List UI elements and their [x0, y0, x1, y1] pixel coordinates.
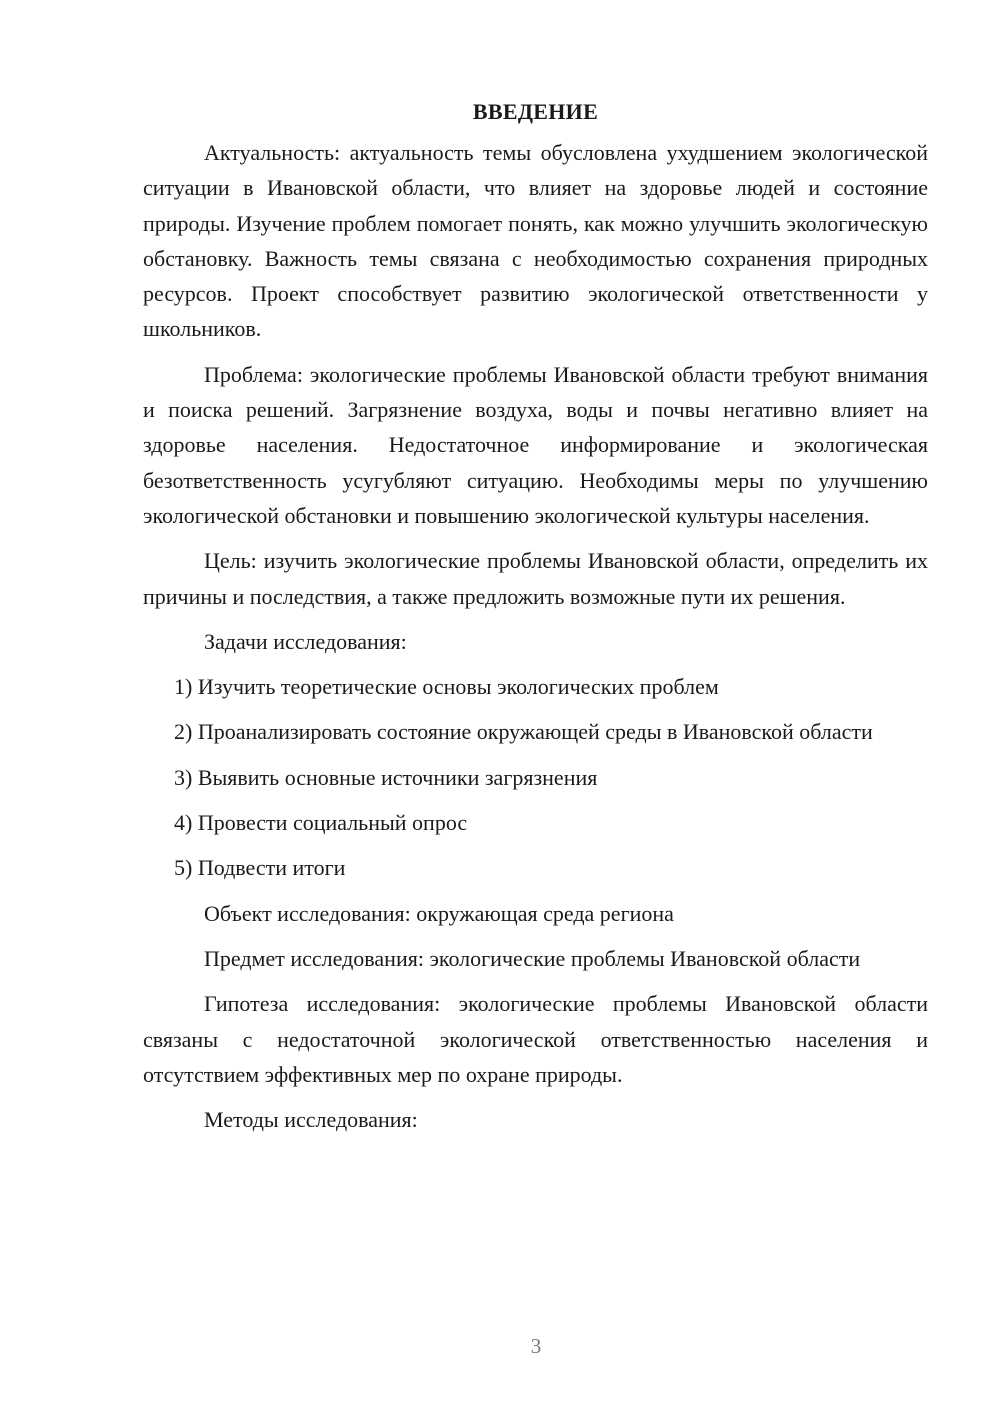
task-item-5: 5) Подвести итоги [174, 855, 346, 881]
page-content [143, 94, 928, 1147]
paragraph-hypothesis: Гипотеза исследования: экологические проблемы Ивановской области связаны с недостаточной экологической ответственностью населения и отсутствием эффективных мер по охране природы. [143, 991, 928, 1087]
paragraph-problem: Проблема: экологические проблемы Ивановской области требуют внимания и поиска решений. Загрязнение воздуха, воды и почвы негативно влияет на здоровье населения. Недостаточное информирование и экологическая безответственность усугубляют ситуацию. Необходимы меры по улучшению экологической обстановки и повышению экологической культуры населения. [143, 361, 928, 528]
paragraph-subject: Предмет исследования: экологические проблемы Ивановской области [204, 945, 861, 971]
methods-heading: Методы исследования: [204, 1107, 418, 1133]
page-title: ВВЕДЕНИЕ [472, 99, 599, 124]
paragraph-goal: Цель: изучить экологические проблемы Ивановской области, определить их причины и последствия, а также предложить возможные пути их решения. [143, 548, 928, 609]
tasks-heading: Задачи исследования: [204, 628, 407, 654]
task-item-1: 1) Изучить теоретические основы экологических проблем [174, 674, 719, 700]
paragraph-relevance: Актуальность: актуальность темы обусловлена ухудшением экологической ситуации в Ивановской области, что влияет на здоровье людей и состояние природы. Изучение проблем помогает понять, как можно улучшить экологическую обстановку. Важность темы связана с необходимостью сохранения природных ресурсов. Проект способствует развитию экологической ответственности у школьников. [143, 140, 928, 342]
task-item-3: 3) Выявить основные источники загрязнения [174, 764, 598, 790]
task-item-2: 2) Проанализировать состояние окружающей среды в Ивановской области [174, 719, 873, 745]
task-item-4: 4) Провести социальный опрос [174, 810, 468, 836]
paragraph-object: Объект исследования: окружающая среда региона [204, 900, 674, 926]
page-number: 3 [530, 1334, 542, 1358]
